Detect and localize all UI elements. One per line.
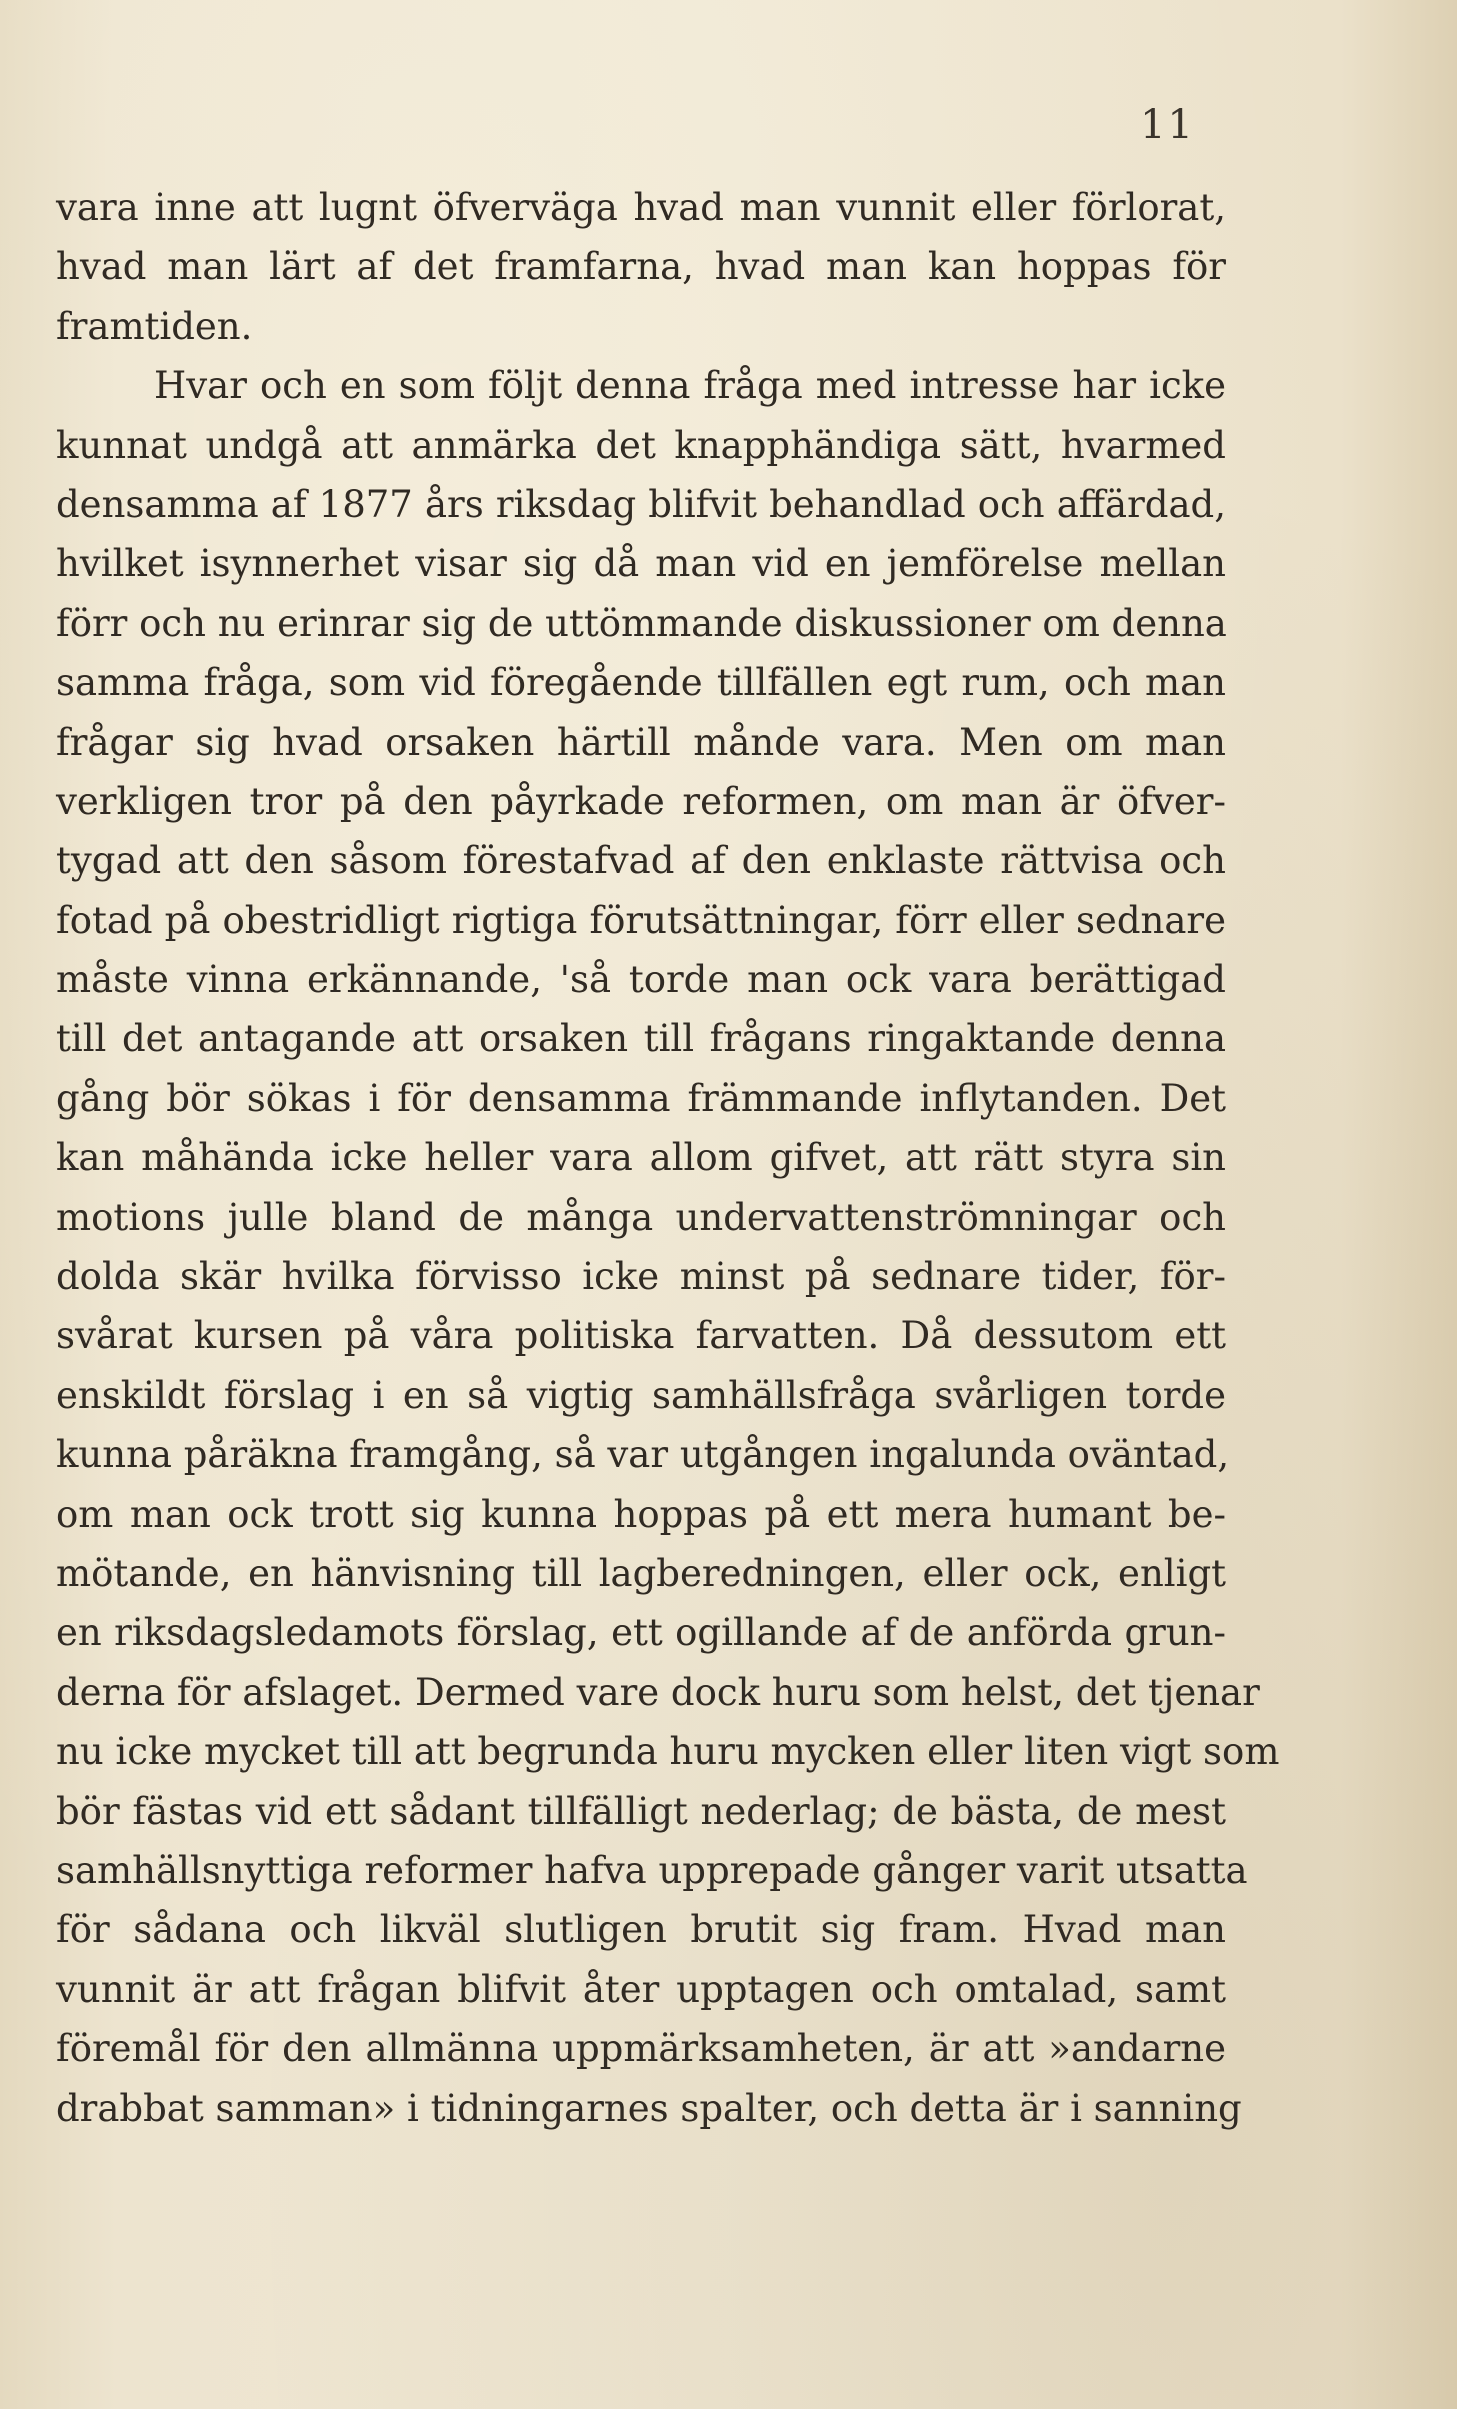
text-line: framtiden. — [56, 304, 253, 348]
text-line: bör fästas vid ett sådant tillfälligt nederlag; de bästa, de mest — [56, 1789, 1226, 1833]
page-number: 11 — [1140, 102, 1195, 148]
text-line: föremål för den allmänna uppmärksamheten, är att »andarne — [56, 2027, 1226, 2071]
text-line: motions julle bland de många undervattenströmningar och — [56, 1195, 1226, 1239]
text-line: samma fråga, som vid föregående tillfällen egt rum, och man — [56, 661, 1226, 705]
text-line: vara inne att lugnt öfverväga hvad man vunnit eller förlorat, — [56, 186, 1226, 229]
text-line: till det antagande att orsaken till frågans ringaktande denna — [56, 1017, 1226, 1061]
text-line: tygad att den såsom förestafvad af den enklaste rättvisa och — [56, 839, 1226, 883]
text-line: densamma af 1877 års riksdag blifvit behandlad och affärdad, — [56, 482, 1226, 526]
text-line: fotad på obestridligt rigtiga förutsättningar, förr eller sednare — [56, 898, 1226, 942]
text-line: Hvar och en som följt denna fråga med intresse har icke — [154, 364, 1226, 408]
text-line: vunnit är att frågan blifvit åter upptagen och omtalad, samt — [56, 1967, 1226, 2011]
text-line: mötande, en hänvisning till lagberedningen, eller ock, enligt — [56, 1551, 1226, 1595]
text-line: en riksdagsledamots förslag, ett ogillande af de anförda grun- — [56, 1611, 1226, 1655]
text-line: kunna påräkna framgång, så var utgången ingalunda oväntad, — [56, 1433, 1230, 1477]
text-line: derna för afslaget. Dermed vare dock huru som helst, det tjenar — [56, 1670, 1260, 1714]
body-text — [56, 178, 1280, 2138]
text-line: kan måhända icke heller vara allom gifvet, att rätt styra sin — [56, 1136, 1226, 1180]
text-line: kunnat undgå att anmärka det knapphändiga sätt, hvarmed — [56, 423, 1226, 467]
text-line: frågar sig hvad orsaken härtill månde vara. Men om man — [56, 720, 1226, 764]
text-line: verkligen tror på den påyrkade reformen, om man är öfver- — [56, 779, 1226, 823]
text-line: förr och nu erinrar sig de uttömmande diskussioner om denna — [56, 601, 1227, 645]
text-line: nu icke mycket till att begrunda huru mycken eller liten vigt som — [56, 1730, 1280, 1774]
text-line: dolda skär hvilka förvisso icke minst på sednare tider, för- — [56, 1255, 1226, 1299]
text-line: måste vinna erkännande, 'så torde man ock vara berättigad — [56, 958, 1226, 1002]
text-line: om man ock trott sig kunna hoppas på ett mera humant be- — [56, 1492, 1226, 1536]
text-line: hvilket isynnerhet visar sig då man vid en jemförelse mellan — [56, 542, 1226, 586]
text-line: för sådana och likväl slutligen brutit sig fram. Hvad man — [56, 1908, 1226, 1952]
text-line: gång bör sökas i för densamma främmande inflytanden. Det — [56, 1076, 1226, 1120]
text-line: svårat kursen på våra politiska farvatten. Då dessutom ett — [56, 1314, 1226, 1358]
text-line: enskildt förslag i en så vigtig samhällsfråga svårligen torde — [56, 1373, 1226, 1417]
text-line: drabbat samman» i tidningarnes spalter, och detta är i sanning — [56, 2086, 1242, 2130]
text-line: hvad man lärt af det framfarna, hvad man kan hoppas för — [56, 245, 1226, 289]
text-line: samhällsnyttiga reformer hafva upprepade gånger varit utsatta — [56, 1848, 1248, 1892]
